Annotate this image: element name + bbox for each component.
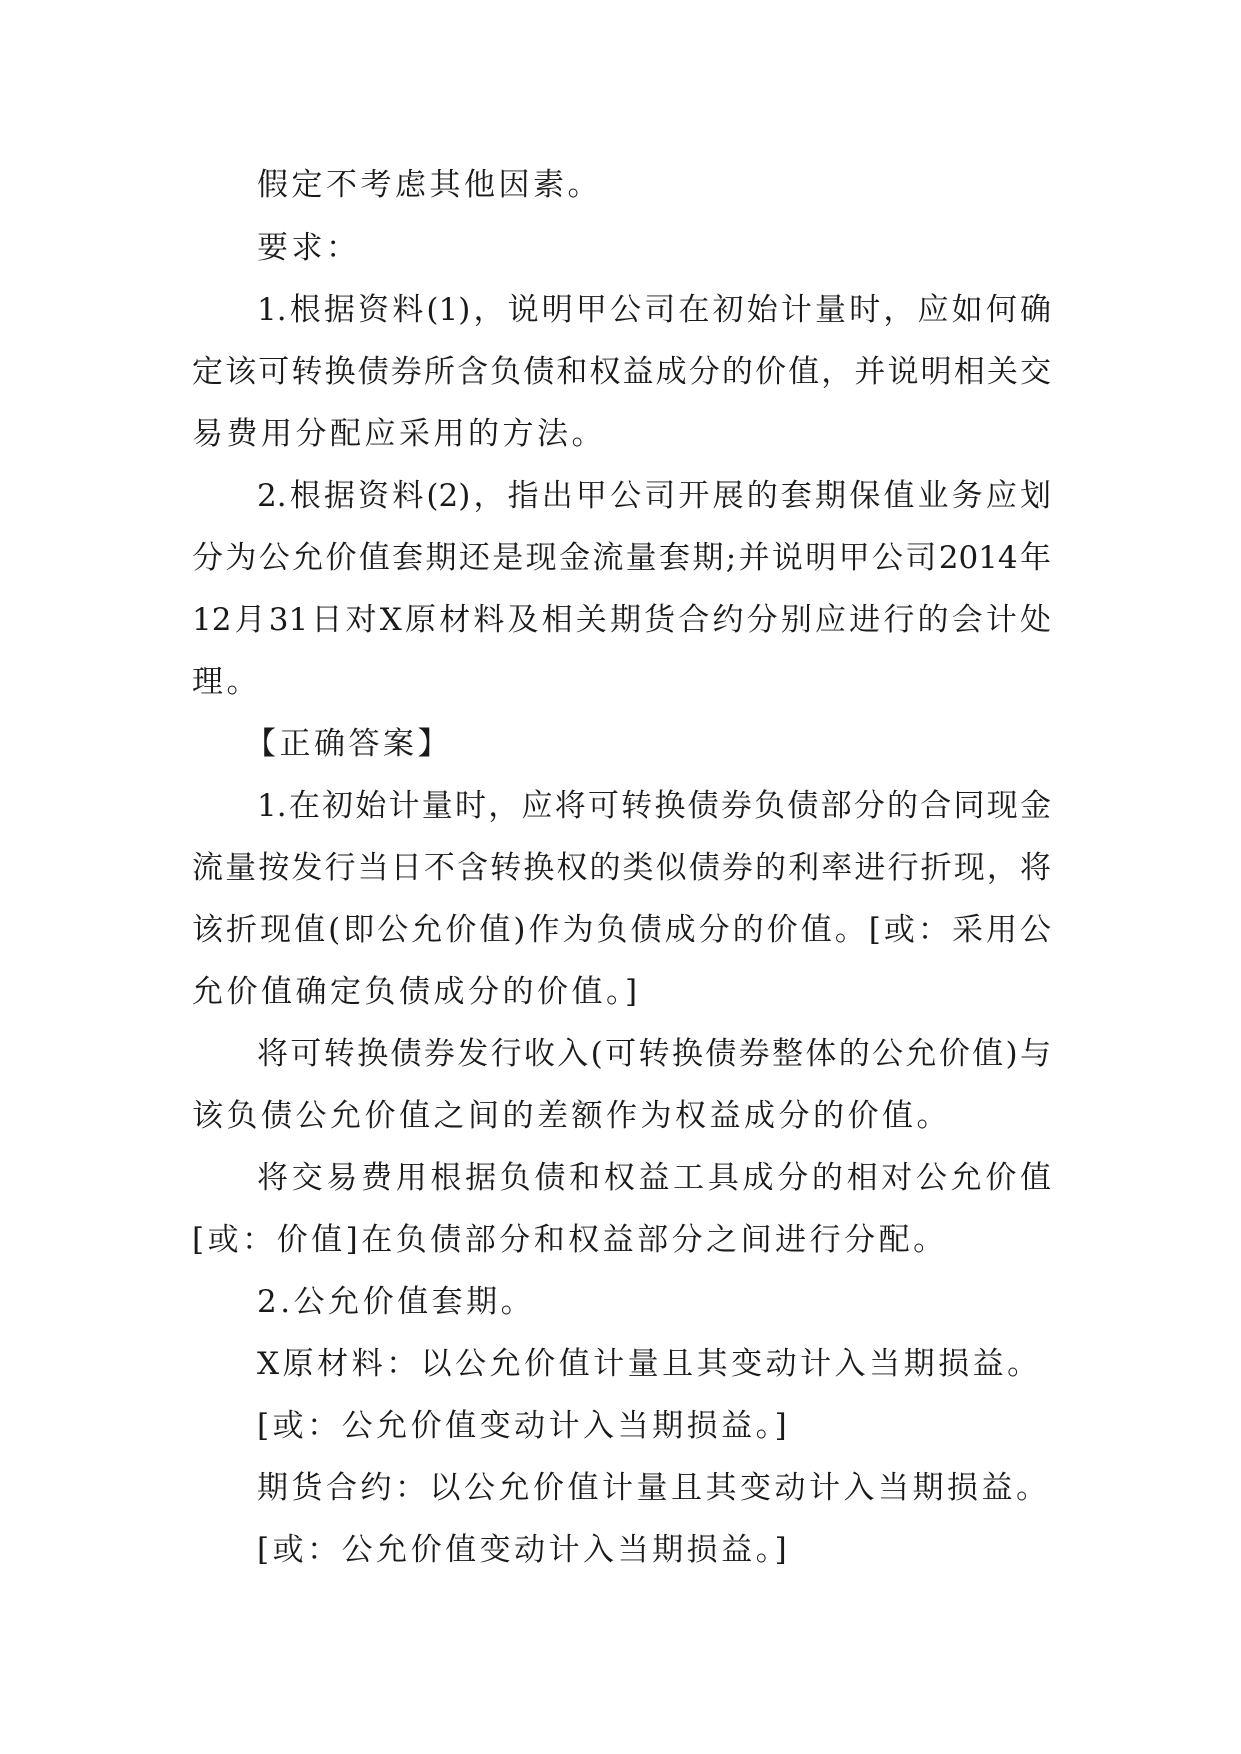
text-line: 12月31日对X原材料及相关期货合约分别应进行的会计处 — [192, 602, 1051, 638]
text-line: 期货合约：以公允价值计量且其变动计入当期损益。 — [257, 1470, 1051, 1506]
text-line: 允价值确定负债成分的价值。] — [192, 974, 641, 1010]
text-line: 2.根据资料(2)，指出甲公司开展的套期保值业务应划 — [257, 478, 1051, 514]
text-line: 易费用分配应采用的方法。 — [192, 416, 606, 452]
text-line: 该负债公允价值之间的差额作为权益成分的价值。 — [192, 1098, 951, 1134]
text-line: 假定不考虑其他因素。 — [257, 167, 602, 203]
text-line: 该折现值(即公允价值)作为负债成分的价值。[或：采用公 — [192, 912, 1051, 948]
text-line: 将可转换债券发行收入(可转换债券整体的公允价值)与 — [257, 1036, 1051, 1072]
text-line: [或：价值]在负债部分和权益部分之间进行分配。 — [192, 1222, 948, 1258]
text-line: 将交易费用根据负债和权益工具成分的相对公允价值 — [257, 1160, 1051, 1196]
text-line: 1.在初始计量时，应将可转换债券负债部分的合同现金 — [257, 788, 1051, 824]
text-line: 2.公允价值套期。 — [257, 1284, 536, 1320]
text-line: 流量按发行当日不含转换权的类似债券的利率进行折现，将 — [192, 850, 1051, 886]
text-line: X原材料：以公允价值计量且其变动计入当期损益。 — [257, 1346, 1042, 1382]
text-line: 分为公允价值套期还是现金流量套期;并说明甲公司2014年 — [192, 540, 1051, 576]
text-line: 定该可转换债券所含负债和权益成分的价值，并说明相关交 — [192, 354, 1051, 390]
text-line: [或：公允价值变动计入当期损益。] — [257, 1408, 791, 1444]
section-heading: 【正确答案】 — [245, 726, 452, 762]
text-line: 理。 — [192, 664, 261, 700]
text-line: 1.根据资料(1)，说明甲公司在初始计量时，应如何确 — [257, 292, 1051, 328]
text-line: 要求： — [257, 230, 361, 266]
text-line: [或：公允价值变动计入当期损益。] — [257, 1532, 791, 1568]
